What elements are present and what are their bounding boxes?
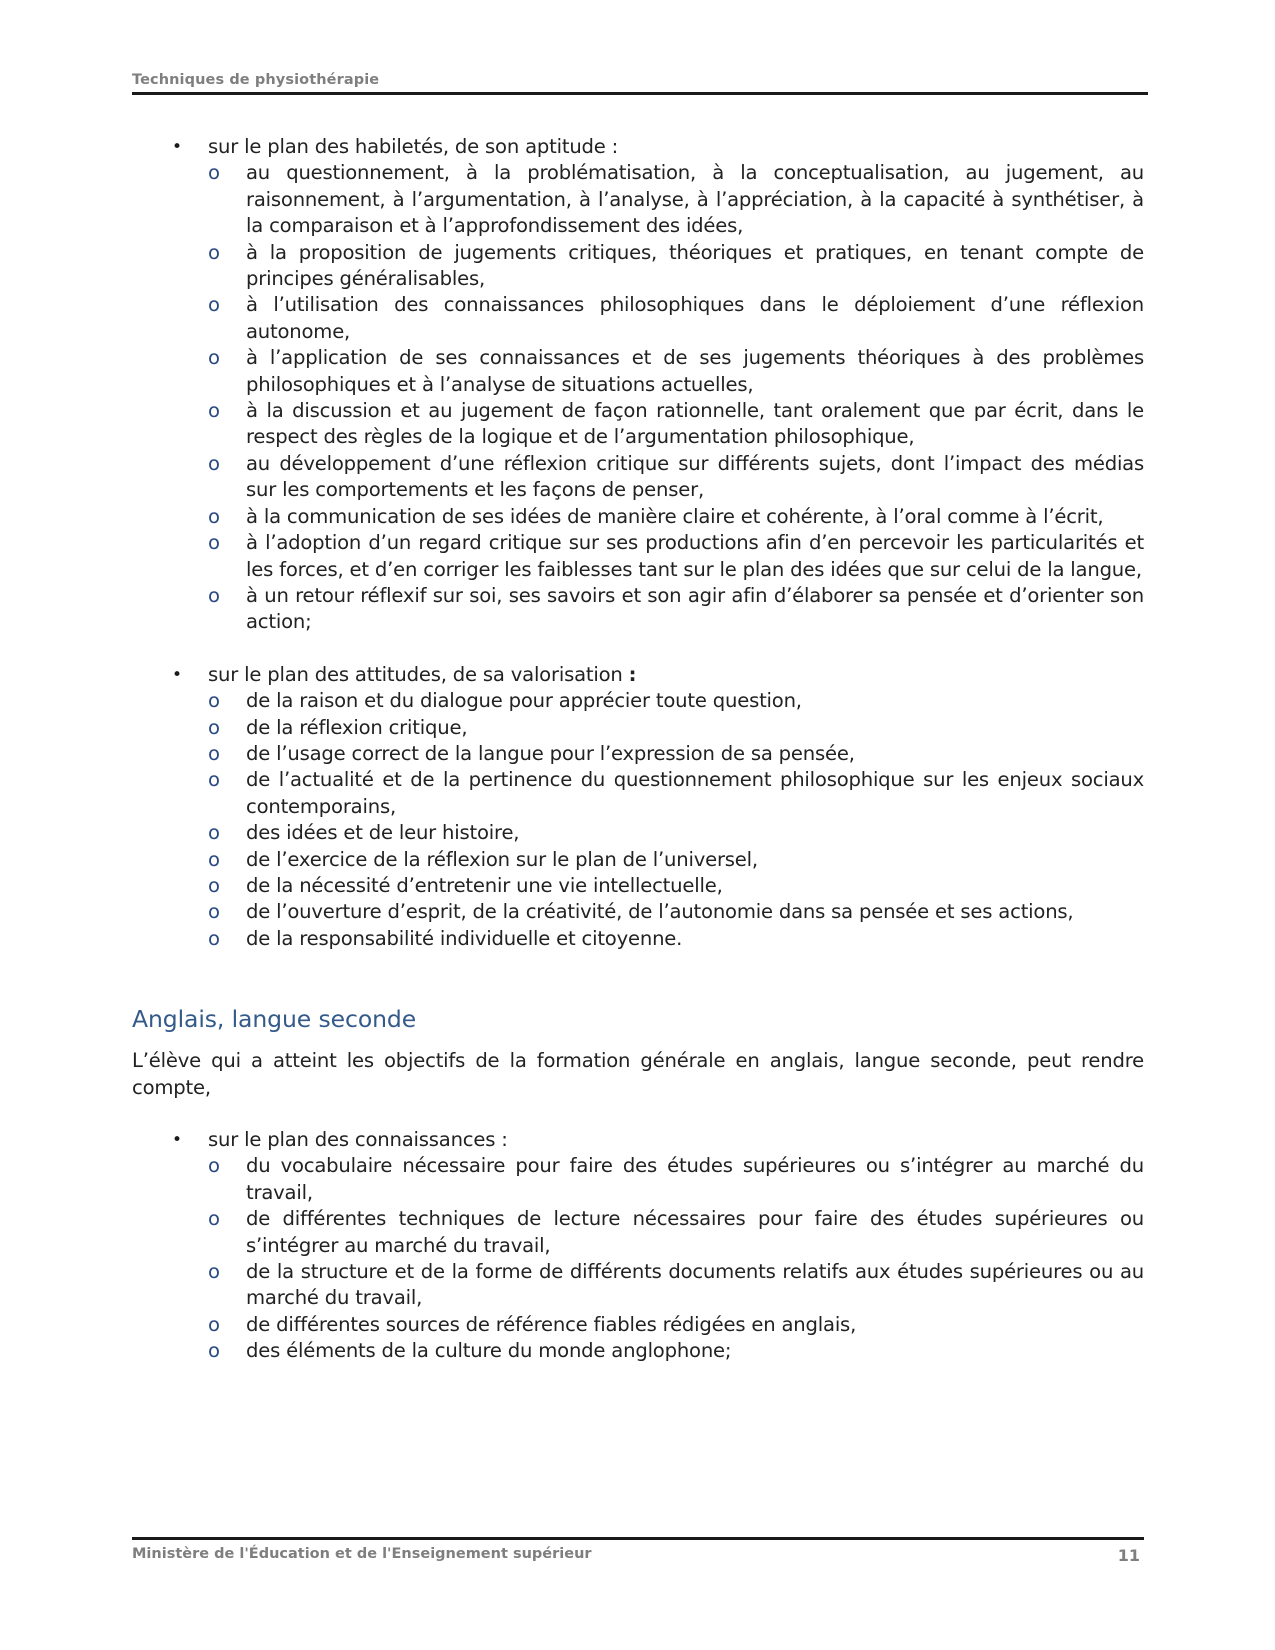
sub-list-item: o à l’utilisation des connaissances philosophiques dans le déploiement d’une réflexion autonome,: [208, 293, 1144, 343]
circle-bullet-icon: o: [208, 768, 220, 792]
sub-list-item: o de l’ouverture d’esprit, de la créativité, de l’autonomie dans sa pensée et ses actions,: [208, 899, 1144, 925]
circle-bullet-icon: o: [208, 161, 220, 185]
sub-list-item: o à un retour réflexif sur soi, ses savoirs et son agir afin d’élaborer sa pensée et d’orienter son action;: [208, 583, 1144, 634]
section-intro: L’élève qui a atteint les objectifs de la formation générale en anglais, langue seconde, peut rendre compte,: [132, 1049, 1144, 1099]
header-title: Techniques de physiothérapie: [132, 72, 380, 88]
circle-bullet-icon: o: [208, 873, 220, 897]
list-item-knowledge: [132, 1127, 1144, 1365]
circle-bullet-icon: o: [208, 451, 220, 475]
circle-bullet-icon: o: [208, 847, 220, 871]
list-item-label: sur le plan des attitudes, de sa valorisation: [208, 662, 623, 686]
circle-bullet-icon: o: [208, 1154, 220, 1178]
sub-list-item: o de l’actualité et de la pertinence du questionnement philosophique sur les enjeux sociaux contemporains,: [208, 768, 1144, 818]
circle-bullet-icon: o: [208, 583, 220, 607]
bullet-icon: •: [172, 664, 182, 685]
sub-list-item: o au développement d’une réflexion critique sur différents sujets, dont l’impact des médias sur les comportements et les façons de penser,: [208, 451, 1144, 502]
sub-list-item: o à la discussion et au jugement de façon rationnelle, tant oralement que par écrit, dans le respect des règles de la logique et de l’argumentation philosophique,: [208, 399, 1144, 449]
circle-bullet-icon: o: [208, 1312, 220, 1336]
circle-bullet-icon: o: [208, 821, 220, 845]
page-content: [132, 134, 1144, 1365]
bullet-icon: •: [172, 1130, 182, 1150]
sub-list-skills: [208, 160, 1144, 635]
sub-list-item: o à l’adoption d’un regard critique sur ses productions afin d’en percevoir les particularités et les forces, et d’en corriger les faiblesses tant sur le plan des idées que sur celui de la langue,: [208, 531, 1144, 581]
sub-list-knowledge: [208, 1153, 1144, 1364]
page-number: 11: [1117, 1546, 1140, 1565]
sub-list-item: o des éléments de la culture du monde anglophone;: [208, 1338, 1144, 1364]
list-item-label: sur le plan des connaissances :: [208, 1128, 508, 1151]
sub-list-item: o de la raison et du dialogue pour apprécier toute question,: [208, 688, 1144, 714]
sub-list-item: o des idées et de leur histoire,: [208, 820, 1144, 846]
sub-list-item: o de la réflexion critique,: [208, 715, 1144, 741]
list-item-label-colon: :: [628, 662, 637, 686]
running-header: [132, 72, 1148, 95]
sub-list-item: o de différentes sources de référence fiables rédigées en anglais,: [208, 1312, 1144, 1338]
list-item-skills: [132, 134, 1144, 636]
sub-list-item: o à la proposition de jugements critiques, théoriques et pratiques, en tenant compte de principes généralisables,: [208, 240, 1144, 291]
circle-bullet-icon: o: [208, 399, 220, 423]
philosophy-list: [132, 134, 1144, 952]
sub-list-item: o à la communication de ses idées de manière claire et cohérente, à l’oral comme à l’écrit,: [208, 504, 1144, 530]
circle-bullet-icon: o: [208, 240, 220, 264]
circle-bullet-icon: o: [208, 1260, 220, 1284]
section-heading-english: Anglais, langue seconde: [132, 1005, 417, 1034]
list-item-label: sur le plan des habiletés, de son aptitude :: [208, 135, 619, 158]
circle-bullet-icon: o: [208, 531, 220, 555]
english-list: [132, 1127, 1144, 1365]
circle-bullet-icon: o: [208, 346, 220, 370]
circle-bullet-icon: o: [208, 1207, 220, 1231]
sub-list-attitudes: [208, 688, 1144, 952]
circle-bullet-icon: o: [208, 293, 220, 317]
sub-list-item: o à l’application de ses connaissances et de ses jugements théoriques à des problèmes philosophiques et à l’analyse de situations actuelles,: [208, 346, 1144, 396]
sub-list-item: o au questionnement, à la problématisation, à la conceptualisation, au jugement, au raisonnement, à l’argumentation, à l’analyse, à l’appréciation, à la capacité à synthétiser, à la comparaison et à l’approfondissement des idées,: [208, 161, 1144, 238]
circle-bullet-icon: o: [208, 900, 220, 924]
sub-list-item: o du vocabulaire nécessaire pour faire des études supérieures ou s’intégrer au marché du travail,: [208, 1154, 1144, 1204]
circle-bullet-icon: o: [208, 689, 220, 713]
sub-list-item: o de la structure et de la forme de différents documents relatifs aux études supérieures ou au marché du travail,: [208, 1260, 1144, 1310]
circle-bullet-icon: o: [208, 741, 220, 765]
circle-bullet-icon: o: [208, 715, 220, 739]
running-footer: [132, 1537, 1144, 1565]
circle-bullet-icon: o: [208, 926, 220, 950]
footer-org: Ministère de l'Éducation et de l'Enseignement supérieur: [132, 1546, 592, 1562]
sub-list-item: o de la nécessité d’entretenir une vie intellectuelle,: [208, 873, 1144, 899]
list-spacer: [132, 636, 1144, 662]
circle-bullet-icon: o: [208, 1339, 220, 1363]
sub-list-item: o de la responsabilité individuelle et citoyenne.: [208, 926, 1144, 952]
sub-list-item: o de l’usage correct de la langue pour l’expression de sa pensée,: [208, 741, 1144, 767]
circle-bullet-icon: o: [208, 504, 220, 528]
bullet-icon: •: [172, 137, 182, 157]
list-item-attitudes: [132, 662, 1144, 952]
sub-list-item: o de l’exercice de la réflexion sur le plan de l’universel,: [208, 847, 1144, 873]
sub-list-item: o de différentes techniques de lecture nécessaires pour faire des études supérieures ou s’intégrer au marché du travail,: [208, 1207, 1144, 1257]
